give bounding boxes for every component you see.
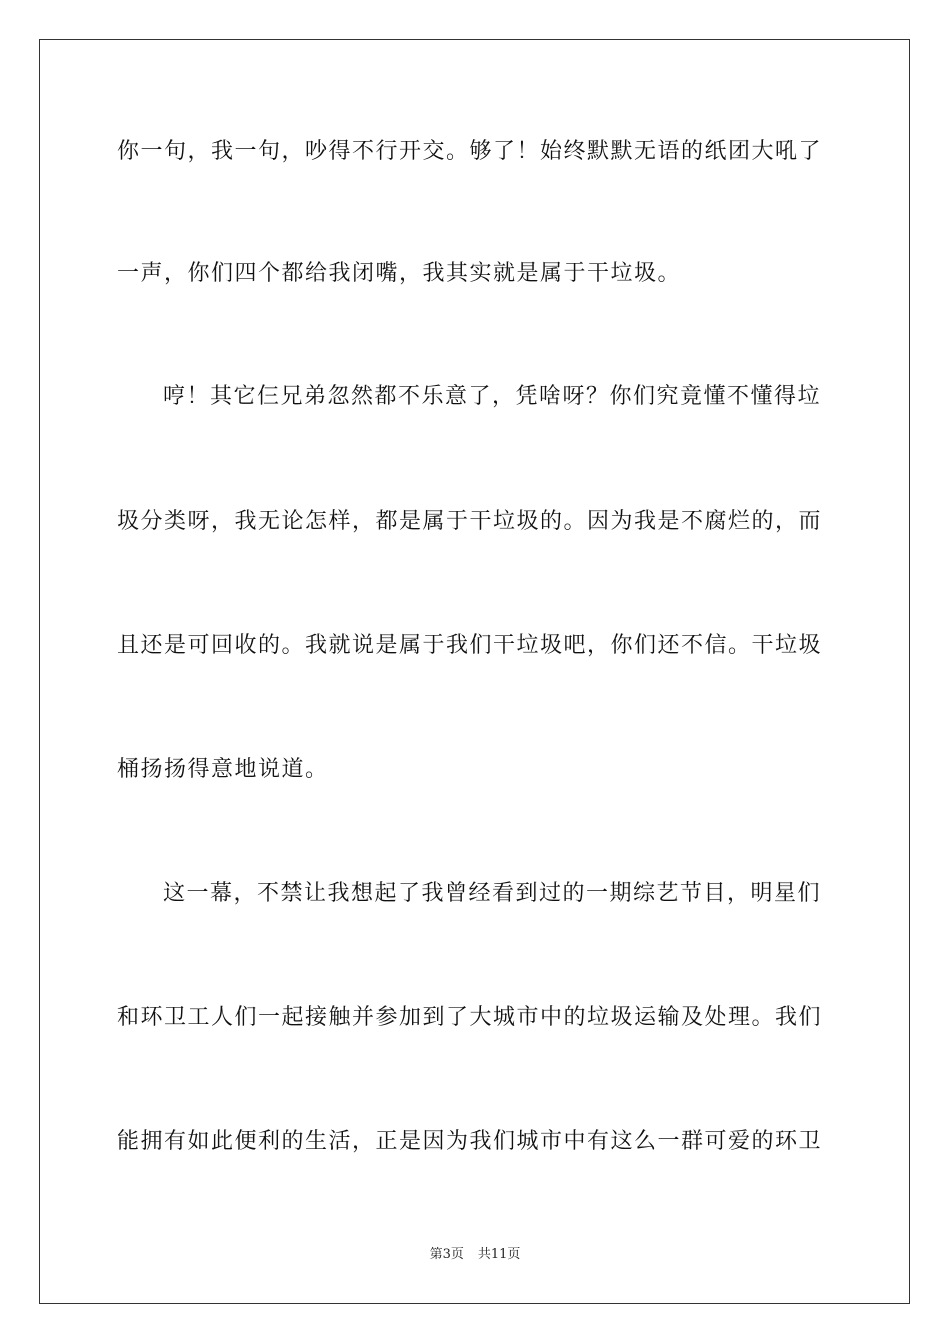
page-total: 共11页 [477,1247,521,1262]
body-line-5: 且还是可回收的。我就说是属于我们干垃圾吧，你们还不信。干垃圾 [117,633,823,658]
page-footer [0,1246,950,1264]
body-line-3: 哼！其它仨兄弟忽然都不乐意了，凭啥呀？你们究竟懂不懂得垃 [163,384,822,409]
body-line-7: 这一幕，不禁让我想起了我曾经看到过的一期综艺节目，明星们 [163,881,822,906]
page-border [39,39,910,1304]
page-number: 第3页 [429,1247,464,1262]
body-line-1: 你一句，我一句，吵得不行开交。够了！始终默默无语的纸团大吼了 [117,139,823,164]
body-line-2: 一声，你们四个都给我闭嘴，我其实就是属于干垃圾。 [117,261,682,286]
body-line-8: 和环卫工人们一起接触并参加到了大城市中的垃圾运输及处理。我们 [117,1005,823,1030]
body-line-9: 能拥有如此便利的生活，正是因为我们城市中有这么一群可爱的环卫 [117,1129,823,1154]
body-line-6: 桶扬扬得意地说道。 [117,757,329,782]
body-line-4: 圾分类呀，我无论怎样，都是属于干垃圾的。因为我是不腐烂的，而 [117,509,823,534]
